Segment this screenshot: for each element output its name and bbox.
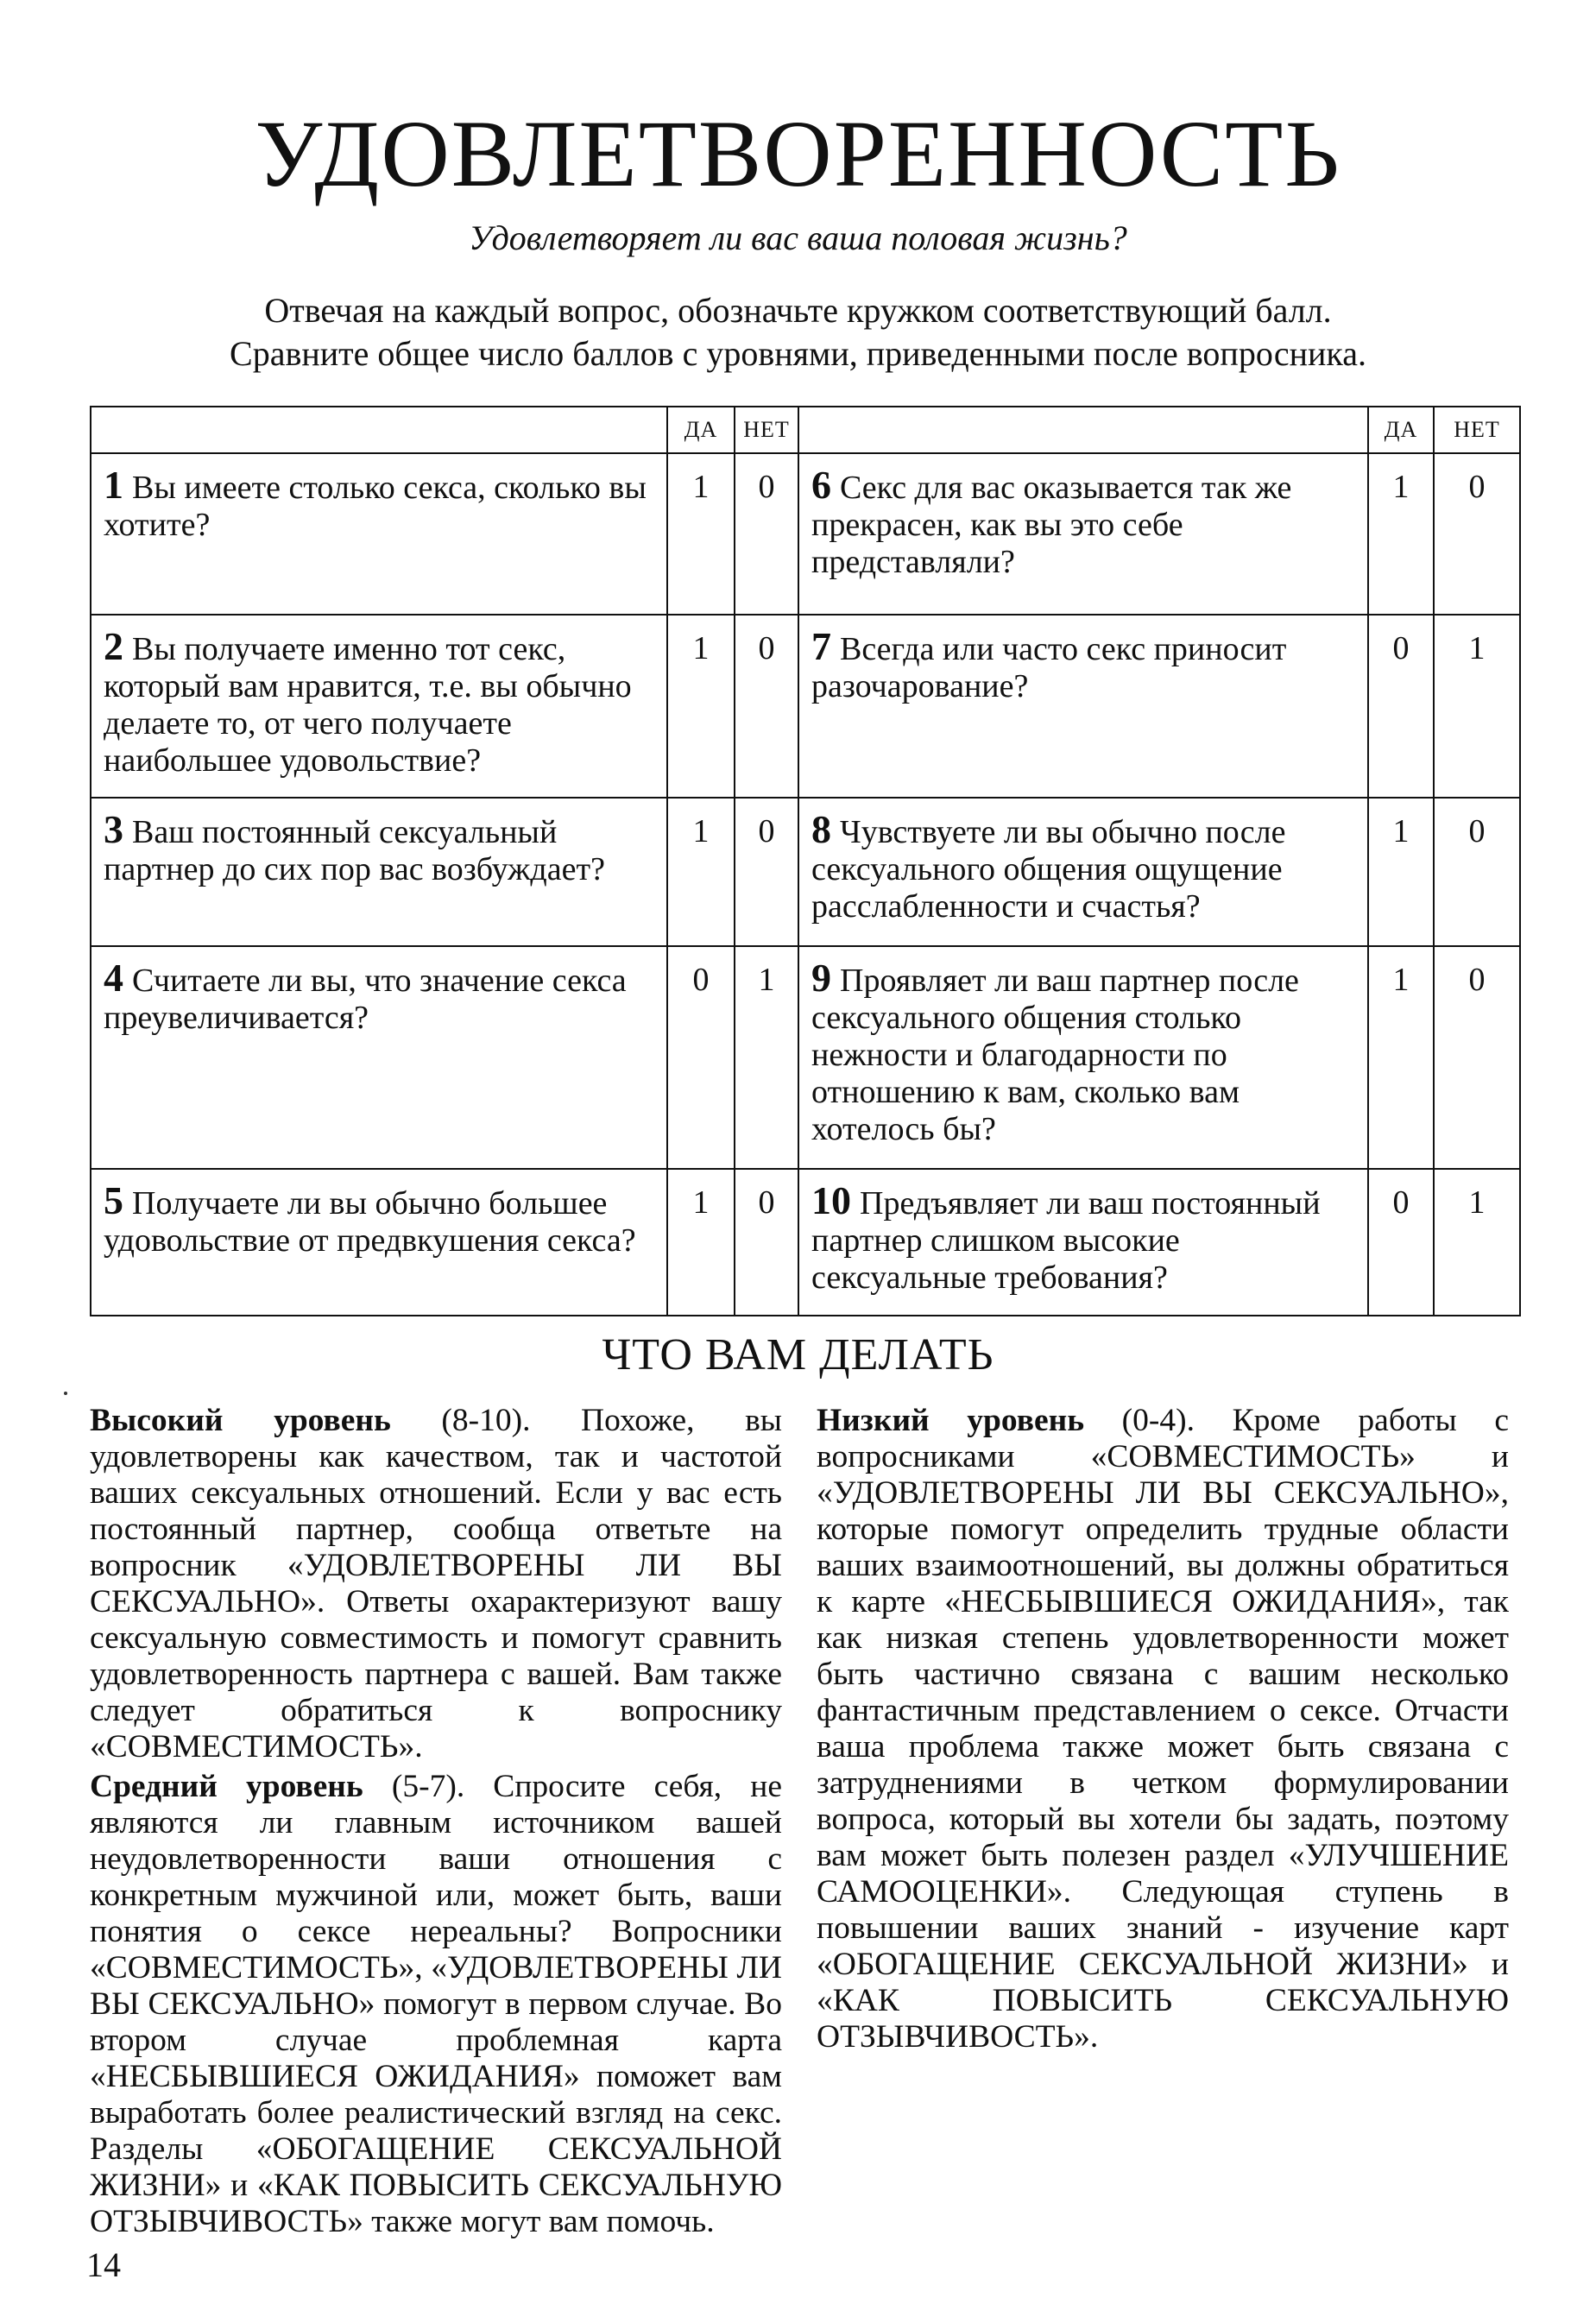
advice-high bbox=[90, 1403, 782, 1765]
header-yes: ДА bbox=[1368, 407, 1434, 453]
question-1 bbox=[91, 453, 667, 615]
score-yes[interactable]: 1 bbox=[667, 798, 735, 946]
question-text: Вы имеете столько секса, сколько вы хотите? bbox=[104, 470, 647, 543]
table-row bbox=[91, 1169, 1520, 1316]
section-title: ЧТО ВАМ ДЕЛАТЬ bbox=[602, 1330, 994, 1379]
question-9 bbox=[798, 946, 1368, 1169]
question-7 bbox=[798, 615, 1368, 798]
question-number: 8 bbox=[811, 807, 831, 851]
header-blank bbox=[91, 407, 667, 453]
score-yes[interactable]: 1 bbox=[667, 615, 735, 798]
level-text: (5-7). Спросите себя, не являются ли главным источником вашей неудовлетворенности ваши отношения с конкретным мужчиной или, может быть, ваши понятия о сексе нереальны? Вопросники «СОВМЕСТИМОСТЬ», «УДОВЛЕТВОРЕНЫ ЛИ ВЫ СЕКСУАЛЬНО» помогут в первом случае. Во втором случае проблемная карта «НЕСБЫВШИЕСЯ ОЖИДАНИЯ» поможет вам выработать более реалистический взгляд на секс. Разделы «ОБОГАЩЕНИЕ СЕКСУАЛЬНОЙ ЖИЗНИ» и «КАК ПОВЫСИТЬ СЕКСУАЛЬНУЮ ОТЗЫВЧИВОСТЬ» также могут вам помочь. bbox=[90, 1769, 783, 2239]
table-header-row bbox=[91, 407, 1520, 453]
question-number: 9 bbox=[811, 956, 831, 1000]
questionnaire-table bbox=[90, 406, 1521, 1316]
score-no[interactable]: 1 bbox=[735, 946, 798, 1169]
table-row bbox=[91, 453, 1520, 615]
score-no[interactable]: 1 bbox=[1434, 615, 1520, 798]
question-number: 6 bbox=[811, 463, 831, 507]
score-no[interactable]: 0 bbox=[1434, 798, 1520, 946]
advice-column-right bbox=[817, 1403, 1509, 2059]
score-yes[interactable]: 0 bbox=[1368, 615, 1434, 798]
score-yes[interactable]: 1 bbox=[667, 1169, 735, 1316]
question-10 bbox=[798, 1169, 1368, 1316]
question-number: 4 bbox=[104, 956, 123, 1000]
header-blank bbox=[798, 407, 1368, 453]
question-6 bbox=[798, 453, 1368, 615]
question-5 bbox=[91, 1169, 667, 1316]
instructions bbox=[104, 289, 1492, 376]
score-yes[interactable]: 1 bbox=[1368, 453, 1434, 615]
score-yes[interactable]: 0 bbox=[667, 946, 735, 1169]
score-yes[interactable]: 1 bbox=[1368, 798, 1434, 946]
question-text: Считаете ли вы, что значение секса преувеличивается? bbox=[104, 963, 627, 1036]
advice-low bbox=[817, 1403, 1509, 2055]
level-text: (0-4). Кроме работы с вопросниками «СОВМЕСТИМОСТЬ» и «УДОВЛЕТВОРЕНЫ ЛИ ВЫ СЕКСУАЛЬНО», которые помогут определить трудные области ваших взаимоотношений, вы должны обратиться к карте «НЕСБЫВШИЕСЯ ОЖИДАНИЯ», так как низкая степень удовлетворенности может быть частично связана с вашим несколько фантастичным представлением о сексе. Отчасти ваша проблема также может быть связана с затруднениями в четком формулировании вопроса, который вы хотели бы задать, поэтому вам может быть полезен раздел «УЛУЧШЕНИЕ САМООЦЕНКИ». Следующая ступень в повышении ваших знаний - изучение карт «ОБОГАЩЕНИЕ СЕКСУАЛЬНОЙ ЖИЗНИ» и «КАК ПОВЫСИТЬ СЕКСУАЛЬНУЮ ОТЗЫВЧИВОСТЬ». bbox=[817, 1403, 1510, 2055]
score-no[interactable]: 0 bbox=[735, 798, 798, 946]
question-text: Вы получаете именно тот секс, который вам нравится, т.е. вы обычно делаете то, от чего получаете наибольшее удовольствие? bbox=[104, 631, 632, 779]
level-label: Средний уровень bbox=[90, 1769, 363, 1804]
score-no[interactable]: 0 bbox=[735, 453, 798, 615]
level-label: Высокий уровень bbox=[90, 1403, 391, 1438]
question-text: Секс для вас оказывается так же прекрасен, как вы это себе представляли? bbox=[811, 470, 1292, 580]
question-number: 1 bbox=[104, 463, 123, 507]
score-yes[interactable]: 1 bbox=[667, 453, 735, 615]
page-number: 14 bbox=[86, 2245, 121, 2284]
question-text: Получаете ли вы обычно большее удовольствие от предвкушения секса? bbox=[104, 1185, 636, 1259]
advice-medium bbox=[90, 1769, 782, 2240]
question-4 bbox=[91, 946, 667, 1169]
question-8 bbox=[798, 798, 1368, 946]
page-title: УДОВЛЕТВОРЕННОСТЬ bbox=[255, 101, 1341, 206]
score-no[interactable]: 0 bbox=[1434, 453, 1520, 615]
question-2 bbox=[91, 615, 667, 798]
question-number: 5 bbox=[104, 1178, 123, 1222]
question-3 bbox=[91, 798, 667, 946]
table-row bbox=[91, 615, 1520, 798]
instructions-line-2: Сравните общее число баллов с уровнями, приведенными после вопросника. bbox=[230, 334, 1366, 373]
score-no[interactable]: 0 bbox=[1434, 946, 1520, 1169]
question-number: 3 bbox=[104, 807, 123, 851]
score-yes[interactable]: 1 bbox=[1368, 946, 1434, 1169]
level-label: Низкий уровень bbox=[817, 1403, 1085, 1438]
question-text: Предъявляет ли ваш постоянный партнер слишком высокие сексуальные требования? bbox=[811, 1185, 1321, 1296]
page-subtitle: Удовлетворяет ли вас ваша половая жизнь? bbox=[469, 218, 1127, 257]
question-number: 7 bbox=[811, 624, 831, 668]
question-text: Всегда или часто секс приносит разочарование? bbox=[811, 631, 1287, 704]
header-no: НЕТ bbox=[735, 407, 798, 453]
header-no: НЕТ bbox=[1434, 407, 1520, 453]
print-speck bbox=[64, 1392, 67, 1395]
table-row bbox=[91, 946, 1520, 1169]
level-text: (8-10). Похоже, вы удовлетворены как качеством, так и частотой ваших сексуальных отношений. Если у вас есть постоянный партнер, сообща ответьте на вопросник «УДОВЛЕТВОРЕНЫ ЛИ ВЫ СЕКСУАЛЬНО». Ответы охарактеризуют вашу сексуальную совместимость и помогут сравнить удовлетворенность партнера с вашей. Вам также следует обратиться к вопроснику «СОВМЕСТИМОСТЬ». bbox=[90, 1403, 782, 1765]
table-row bbox=[91, 798, 1520, 946]
instructions-line-1: Отвечая на каждый вопрос, обозначьте кружком соответствующий балл. bbox=[264, 291, 1332, 330]
score-yes[interactable]: 0 bbox=[1368, 1169, 1434, 1316]
question-number: 2 bbox=[104, 624, 123, 668]
question-number: 10 bbox=[811, 1178, 851, 1222]
score-no[interactable]: 0 bbox=[735, 1169, 798, 1316]
advice-column-left bbox=[90, 1403, 782, 2244]
question-text: Чувствуете ли вы обычно после сексуального общения ощущение расслабленности и счастья? bbox=[811, 814, 1286, 925]
question-text: Ваш постоянный сексуальный партнер до сих пор вас возбуждает? bbox=[104, 814, 605, 887]
score-no[interactable]: 0 bbox=[735, 615, 798, 798]
score-no[interactable]: 1 bbox=[1434, 1169, 1520, 1316]
question-text: Проявляет ли ваш партнер после сексуального общения столько нежности и благодарности по отношению к вам, сколько вам хотелось бы? bbox=[811, 963, 1299, 1147]
header-yes: ДА bbox=[667, 407, 735, 453]
